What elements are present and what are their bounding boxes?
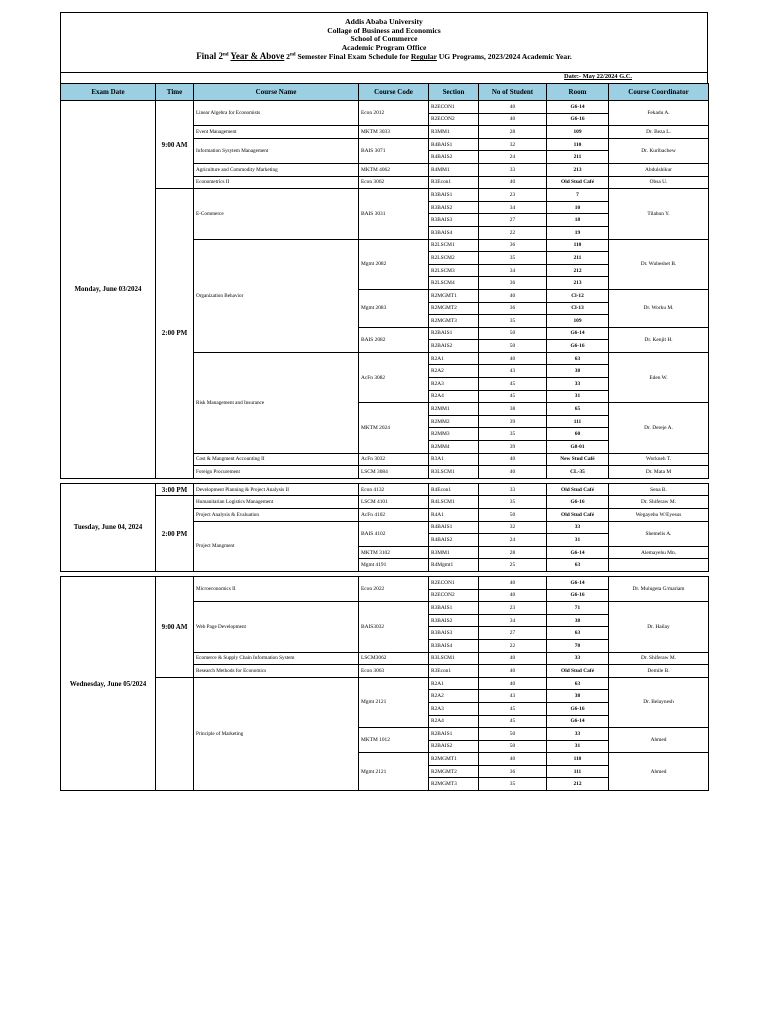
room-cell: 110 bbox=[547, 138, 609, 151]
course-name-cell: Risk Management and Insurance bbox=[194, 352, 359, 453]
course-code-cell: Econ 3063 bbox=[359, 665, 429, 678]
room-cell: Cl-13 bbox=[547, 302, 609, 315]
room-cell: G6-16 bbox=[547, 340, 609, 353]
student-count-cell: 25 bbox=[479, 559, 547, 572]
table-row bbox=[61, 101, 709, 114]
room-cell: Old Stud Café bbox=[547, 176, 609, 189]
student-count-cell: 50 bbox=[479, 327, 547, 340]
room-cell: 70 bbox=[547, 639, 609, 652]
section-cell: R2ECON2 bbox=[429, 589, 479, 602]
section-cell: R3Econ1 bbox=[429, 176, 479, 189]
course-name-cell: Project Mangment bbox=[194, 521, 359, 571]
course-name-cell: Information Sysytem Management bbox=[194, 138, 359, 163]
room-cell: 63 bbox=[547, 677, 609, 690]
course-code-cell: BAIS 4102 bbox=[359, 521, 429, 546]
student-count-cell: 40 bbox=[479, 677, 547, 690]
schedule-table bbox=[60, 83, 709, 791]
course-code-cell: LSCM3062 bbox=[359, 652, 429, 665]
room-cell: G6-14 bbox=[547, 101, 609, 114]
room-cell: 211 bbox=[547, 252, 609, 265]
section-cell: R3BAIS3 bbox=[429, 214, 479, 227]
student-count-cell: 45 bbox=[479, 378, 547, 391]
room-cell: 33 bbox=[547, 652, 609, 665]
course-code-cell: Mgmt 2121 bbox=[359, 677, 429, 727]
student-count-cell: 28 bbox=[479, 546, 547, 559]
exam-time-cell: 2:00 PM bbox=[156, 189, 194, 479]
section-cell: R4BAIS2 bbox=[429, 151, 479, 164]
section-cell: R3BAIS2 bbox=[429, 614, 479, 627]
room-cell: 38 bbox=[547, 690, 609, 703]
schedule-title: Final 2nd Year & Above 2nd Semester Final Exam Schedule for Regular UG Programs, 2023/2024 Academic Year. bbox=[196, 51, 572, 62]
student-count-cell: 35 bbox=[479, 428, 547, 441]
coordinator-cell: Sena B. bbox=[609, 483, 709, 496]
student-count-cell: 40 bbox=[479, 753, 547, 766]
student-count-cell: 40 bbox=[479, 466, 547, 479]
course-code-cell: MKTM 4062 bbox=[359, 163, 429, 176]
student-count-cell: 34 bbox=[479, 614, 547, 627]
section-cell: R3MM1 bbox=[429, 546, 479, 559]
student-count-cell: 39 bbox=[479, 415, 547, 428]
room-cell: Old Stud Café bbox=[547, 509, 609, 522]
course-name-cell: Organization Behavior bbox=[194, 239, 359, 352]
student-count-cell: 36 bbox=[479, 765, 547, 778]
section-cell: R4MM1 bbox=[429, 163, 479, 176]
coordinator-cell: Demile B. bbox=[609, 665, 709, 678]
exam-time-cell: 9:00 AM bbox=[156, 576, 194, 677]
student-count-cell: 32 bbox=[479, 521, 547, 534]
course-code-cell: AcFn 3032 bbox=[359, 453, 429, 466]
coordinator-cell: Abdulshikur bbox=[609, 163, 709, 176]
student-count-cell: 28 bbox=[479, 126, 547, 139]
section-cell: R4A1 bbox=[429, 509, 479, 522]
student-count-cell: 45 bbox=[479, 390, 547, 403]
student-count-cell: 40 bbox=[479, 176, 547, 189]
course-name-cell: Linear Algebra for Economists bbox=[194, 101, 359, 126]
room-cell: 212 bbox=[547, 778, 609, 791]
student-count-cell: 33 bbox=[479, 163, 547, 176]
course-code-cell: MKTM 3102 bbox=[359, 546, 429, 559]
student-count-cell: 43 bbox=[479, 690, 547, 703]
course-code-cell: Econ 2022 bbox=[359, 576, 429, 601]
student-count-cell: 24 bbox=[479, 534, 547, 547]
exam-date-cell: Tuesday, June 04, 2024 bbox=[61, 483, 156, 571]
section-cell: R3BAIS1 bbox=[429, 189, 479, 202]
section-cell: R2MGMT3 bbox=[429, 778, 479, 791]
course-code-cell: BAIS 3031 bbox=[359, 189, 429, 239]
student-count-cell: 34 bbox=[479, 264, 547, 277]
section-cell: R2ECON1 bbox=[429, 576, 479, 589]
section-cell: R2MM1 bbox=[429, 403, 479, 416]
room-cell: 10 bbox=[547, 201, 609, 214]
exam-schedule-sheet bbox=[60, 12, 708, 791]
section-cell: R4BAIS2 bbox=[429, 534, 479, 547]
room-cell: G6-14 bbox=[547, 576, 609, 589]
section-cell: R2MM2 bbox=[429, 415, 479, 428]
coordinator-cell: Wegayehu W/Eyesus bbox=[609, 509, 709, 522]
student-count-cell: 40 bbox=[479, 576, 547, 589]
course-code-cell: MKTM 1012 bbox=[359, 728, 429, 753]
room-cell: 60 bbox=[547, 428, 609, 441]
room-cell: 212 bbox=[547, 264, 609, 277]
coordinator-cell: Dr. Dereje A. bbox=[609, 403, 709, 453]
room-cell: Old Stud Café bbox=[547, 665, 609, 678]
student-count-cell: 35 bbox=[479, 778, 547, 791]
section-cell: R4BAIS1 bbox=[429, 138, 479, 151]
room-cell: G6-14 bbox=[547, 715, 609, 728]
room-cell: 110 bbox=[547, 753, 609, 766]
course-code-cell: Mgmt 4191 bbox=[359, 559, 429, 572]
student-count-cell: 43 bbox=[479, 365, 547, 378]
room-cell: G6-16 bbox=[547, 702, 609, 715]
student-count-cell: 24 bbox=[479, 151, 547, 164]
section-cell: R2BAIS2 bbox=[429, 740, 479, 753]
course-name-cell: Web Page Development bbox=[194, 602, 359, 652]
section-cell: R3BAIS4 bbox=[429, 226, 479, 239]
section-cell: R2ECON1 bbox=[429, 101, 479, 114]
section-cell: R2MM3 bbox=[429, 428, 479, 441]
student-count-cell: 40 bbox=[479, 289, 547, 302]
student-count-cell: 22 bbox=[479, 226, 547, 239]
section-cell: R2MGMT1 bbox=[429, 289, 479, 302]
section-cell: R3BAIS2 bbox=[429, 201, 479, 214]
student-count-cell: 36 bbox=[479, 277, 547, 290]
section-cell: R2ECON2 bbox=[429, 113, 479, 126]
room-cell: 211 bbox=[547, 151, 609, 164]
room-cell: G6-16 bbox=[547, 113, 609, 126]
student-count-cell: 45 bbox=[479, 715, 547, 728]
course-code-cell: Mgmt 2082 bbox=[359, 239, 429, 289]
section-cell: R2A3 bbox=[429, 702, 479, 715]
coordinator-cell: Shemelis A. bbox=[609, 521, 709, 546]
section-cell: R2BAIS1 bbox=[429, 728, 479, 741]
student-count-cell: 40 bbox=[479, 652, 547, 665]
section-cell: R2A4 bbox=[429, 390, 479, 403]
col-header: Course Coordinator bbox=[609, 84, 709, 101]
college-name: Collage of Business and Economics bbox=[327, 25, 441, 35]
room-cell: 33 bbox=[547, 728, 609, 741]
exam-time-cell: 2:00 PM bbox=[156, 496, 194, 572]
room-cell: 19 bbox=[547, 226, 609, 239]
col-header: Section bbox=[429, 84, 479, 101]
room-cell: 38 bbox=[547, 365, 609, 378]
course-code-cell: MKTM 2024 bbox=[359, 403, 429, 453]
issue-date: Date:- May 22/2024 G.C. bbox=[564, 73, 632, 80]
room-cell: 38 bbox=[547, 614, 609, 627]
room-cell: 65 bbox=[547, 403, 609, 416]
room-cell: Old Stud Café bbox=[547, 483, 609, 496]
section-cell: R3Econ1 bbox=[429, 665, 479, 678]
room-cell: G6-14 bbox=[547, 327, 609, 340]
room-cell: G6-14 bbox=[547, 546, 609, 559]
room-cell: 111 bbox=[547, 765, 609, 778]
section-cell: R2MM4 bbox=[429, 441, 479, 454]
course-code-cell: Mgmt 2083 bbox=[359, 289, 429, 327]
coordinator-cell: Dr. Hailay bbox=[609, 602, 709, 652]
university-name: Addis Ababa University bbox=[345, 17, 423, 26]
student-count-cell: 27 bbox=[479, 214, 547, 227]
student-count-cell: 35 bbox=[479, 496, 547, 509]
coordinator-cell: Dr. Mulugeta G/mariam bbox=[609, 576, 709, 601]
section-cell: R2BAIS2 bbox=[429, 340, 479, 353]
school-name: School of Commerce bbox=[350, 34, 418, 44]
student-count-cell: 36 bbox=[479, 239, 547, 252]
student-count-cell: 22 bbox=[479, 639, 547, 652]
coordinator-cell: Workneh T. bbox=[609, 453, 709, 466]
section-cell: R2A1 bbox=[429, 677, 479, 690]
document-header bbox=[60, 12, 708, 72]
coordinator-cell: Dr. Beza L. bbox=[609, 126, 709, 139]
room-cell: G6-16 bbox=[547, 496, 609, 509]
table-row bbox=[61, 576, 709, 589]
course-code-cell: AcFn 3082 bbox=[359, 352, 429, 402]
room-cell: 18 bbox=[547, 214, 609, 227]
student-count-cell: 34 bbox=[479, 201, 547, 214]
section-cell: R3A1 bbox=[429, 453, 479, 466]
table-row bbox=[61, 496, 709, 509]
office-name: Academic Program Office bbox=[341, 42, 427, 52]
course-name-cell: Ecomerce & Supply Chain Information System bbox=[194, 652, 359, 665]
student-count-cell: 50 bbox=[479, 728, 547, 741]
course-name-cell: Econometrics II bbox=[194, 176, 359, 189]
student-count-cell: 39 bbox=[479, 441, 547, 454]
col-header: Room bbox=[547, 84, 609, 101]
student-count-cell: 27 bbox=[479, 627, 547, 640]
exam-time-cell: 3:00 PM bbox=[156, 483, 194, 496]
course-name-cell: Project Analysis & Evaluation bbox=[194, 509, 359, 522]
table-header-row bbox=[61, 84, 709, 101]
col-header: No of Student bbox=[479, 84, 547, 101]
student-count-cell: 23 bbox=[479, 189, 547, 202]
section-cell: R2MGMT3 bbox=[429, 315, 479, 328]
section-cell: R3MM1 bbox=[429, 126, 479, 139]
date-row bbox=[60, 72, 708, 83]
room-cell: 31 bbox=[547, 534, 609, 547]
student-count-cell: 35 bbox=[479, 315, 547, 328]
coordinator-cell: Dr. Mata M bbox=[609, 466, 709, 479]
coordinator-cell: Dr. Kuribachew bbox=[609, 138, 709, 163]
course-code-cell: LSCM 4101 bbox=[359, 496, 429, 509]
course-name-cell: Development Planning & Project Analysis II bbox=[194, 483, 359, 496]
section-cell: R2BAIS1 bbox=[429, 327, 479, 340]
room-cell: 63 bbox=[547, 627, 609, 640]
student-count-cell: 35 bbox=[479, 252, 547, 265]
student-count-cell: 40 bbox=[479, 453, 547, 466]
student-count-cell: 50 bbox=[479, 740, 547, 753]
student-count-cell: 50 bbox=[479, 340, 547, 353]
table-row bbox=[61, 189, 709, 202]
coordinator-cell: Ahmed bbox=[609, 728, 709, 753]
coordinator-cell: Dr. Belaynesh bbox=[609, 677, 709, 727]
course-name-cell: Foreign Procurement bbox=[194, 466, 359, 479]
course-code-cell: BAIS3032 bbox=[359, 602, 429, 652]
room-cell: 213 bbox=[547, 277, 609, 290]
room-cell: 31 bbox=[547, 390, 609, 403]
course-name-cell: Principle of Marketing bbox=[194, 677, 359, 790]
course-code-cell: Econ 2012 bbox=[359, 101, 429, 126]
exam-date-cell: Monday, June 03/2024 bbox=[61, 101, 156, 479]
coordinator-cell: Dr. Wubeshet B. bbox=[609, 239, 709, 289]
coordinator-cell: Ahmed bbox=[609, 753, 709, 791]
course-name-cell: Humanitarian Logistics Management bbox=[194, 496, 359, 509]
coordinator-cell: Dr. Worku M. bbox=[609, 289, 709, 327]
coordinator-cell: Fekadu A. bbox=[609, 101, 709, 126]
room-cell: G6-16 bbox=[547, 589, 609, 602]
room-cell: 63 bbox=[547, 352, 609, 365]
student-count-cell: 40 bbox=[479, 589, 547, 602]
coordinator-cell: Dr. Shiferaw M. bbox=[609, 496, 709, 509]
room-cell: CL-35 bbox=[547, 466, 609, 479]
section-cell: R4Mgmt1 bbox=[429, 559, 479, 572]
table-row bbox=[61, 677, 709, 690]
section-cell: R2LSCM2 bbox=[429, 252, 479, 265]
course-name-cell: Event Management bbox=[194, 126, 359, 139]
student-count-cell: 50 bbox=[479, 509, 547, 522]
coordinator-cell: Eden W. bbox=[609, 352, 709, 402]
room-cell: 213 bbox=[547, 163, 609, 176]
room-cell: 109 bbox=[547, 126, 609, 139]
coordinator-cell: Alemayehu Mn. bbox=[609, 546, 709, 559]
course-name-cell: Microeconomics II bbox=[194, 576, 359, 601]
course-code-cell: Econ 4132 bbox=[359, 483, 429, 496]
student-count-cell: 32 bbox=[479, 138, 547, 151]
student-count-cell: 40 bbox=[479, 101, 547, 114]
section-cell: R2A1 bbox=[429, 352, 479, 365]
coordinator-cell: Dr. Shiferaw M. bbox=[609, 652, 709, 665]
exam-date-cell: Wednesday, June 05/2024 bbox=[61, 576, 156, 790]
student-count-cell: 40 bbox=[479, 665, 547, 678]
course-name-cell: Cost & Mangment Accounting II bbox=[194, 453, 359, 466]
section-cell: R4LSCM1 bbox=[429, 496, 479, 509]
room-cell: 110 bbox=[547, 239, 609, 252]
room-cell: 7 bbox=[547, 189, 609, 202]
course-code-cell: AcFn 4102 bbox=[359, 509, 429, 522]
exam-time-cell bbox=[156, 677, 194, 790]
section-cell: R3LSCM1 bbox=[429, 652, 479, 665]
course-code-cell: MKTM 3033 bbox=[359, 126, 429, 139]
room-cell: Cl-12 bbox=[547, 289, 609, 302]
section-cell: R3LSCM1 bbox=[429, 466, 479, 479]
student-count-cell: 36 bbox=[479, 302, 547, 315]
course-code-cell: BAIS 3071 bbox=[359, 138, 429, 163]
course-code-cell: Mgmt 2121 bbox=[359, 753, 429, 791]
section-cell: R4BAIS1 bbox=[429, 521, 479, 534]
col-header: Exam Date bbox=[61, 84, 156, 101]
room-cell: 63 bbox=[547, 559, 609, 572]
room-cell: 33 bbox=[547, 521, 609, 534]
section-cell: R2LSCM4 bbox=[429, 277, 479, 290]
room-cell: 111 bbox=[547, 415, 609, 428]
room-cell: 71 bbox=[547, 602, 609, 615]
section-cell: R2LSCM1 bbox=[429, 239, 479, 252]
student-count-cell: 40 bbox=[479, 352, 547, 365]
course-name-cell: E-Commerce bbox=[194, 189, 359, 239]
room-cell: 109 bbox=[547, 315, 609, 328]
exam-time-cell: 9:00 AM bbox=[156, 101, 194, 189]
section-cell: R2MGMT2 bbox=[429, 765, 479, 778]
room-cell: 33 bbox=[547, 378, 609, 391]
col-header: Course Name bbox=[194, 84, 359, 101]
student-count-cell: 45 bbox=[479, 702, 547, 715]
coordinator-cell: Tilahun Y. bbox=[609, 189, 709, 239]
coordinator-cell: Dr. Kenjit H. bbox=[609, 327, 709, 352]
room-cell: New Stud Café bbox=[547, 453, 609, 466]
col-header: Time bbox=[156, 84, 194, 101]
section-cell: R2A3 bbox=[429, 378, 479, 391]
section-cell: R2A2 bbox=[429, 690, 479, 703]
section-cell: R2MGMT2 bbox=[429, 302, 479, 315]
student-count-cell: 40 bbox=[479, 113, 547, 126]
room-cell: 31 bbox=[547, 740, 609, 753]
section-cell: R2MGMT1 bbox=[429, 753, 479, 766]
student-count-cell: 38 bbox=[479, 403, 547, 416]
course-code-cell: LSCM 3084 bbox=[359, 466, 429, 479]
course-code-cell: BAIS 2082 bbox=[359, 327, 429, 352]
course-name-cell: Research Methods for Economics bbox=[194, 665, 359, 678]
section-cell: R4Econ1 bbox=[429, 483, 479, 496]
section-cell: R2A4 bbox=[429, 715, 479, 728]
section-cell: R3BAIS3 bbox=[429, 627, 479, 640]
coordinator-cell bbox=[609, 559, 709, 572]
course-name-cell: Agriculture and Commodity Marketing bbox=[194, 163, 359, 176]
room-cell: G8-01 bbox=[547, 441, 609, 454]
section-cell: R3BAIS1 bbox=[429, 602, 479, 615]
student-count-cell: 23 bbox=[479, 602, 547, 615]
coordinator-cell: Obsa U. bbox=[609, 176, 709, 189]
section-cell: R3BAIS4 bbox=[429, 639, 479, 652]
table-row bbox=[61, 483, 709, 496]
section-cell: R2LSCM3 bbox=[429, 264, 479, 277]
col-header: Course Code bbox=[359, 84, 429, 101]
course-code-cell: Econ 3062 bbox=[359, 176, 429, 189]
section-cell: R2A2 bbox=[429, 365, 479, 378]
student-count-cell: 33 bbox=[479, 483, 547, 496]
